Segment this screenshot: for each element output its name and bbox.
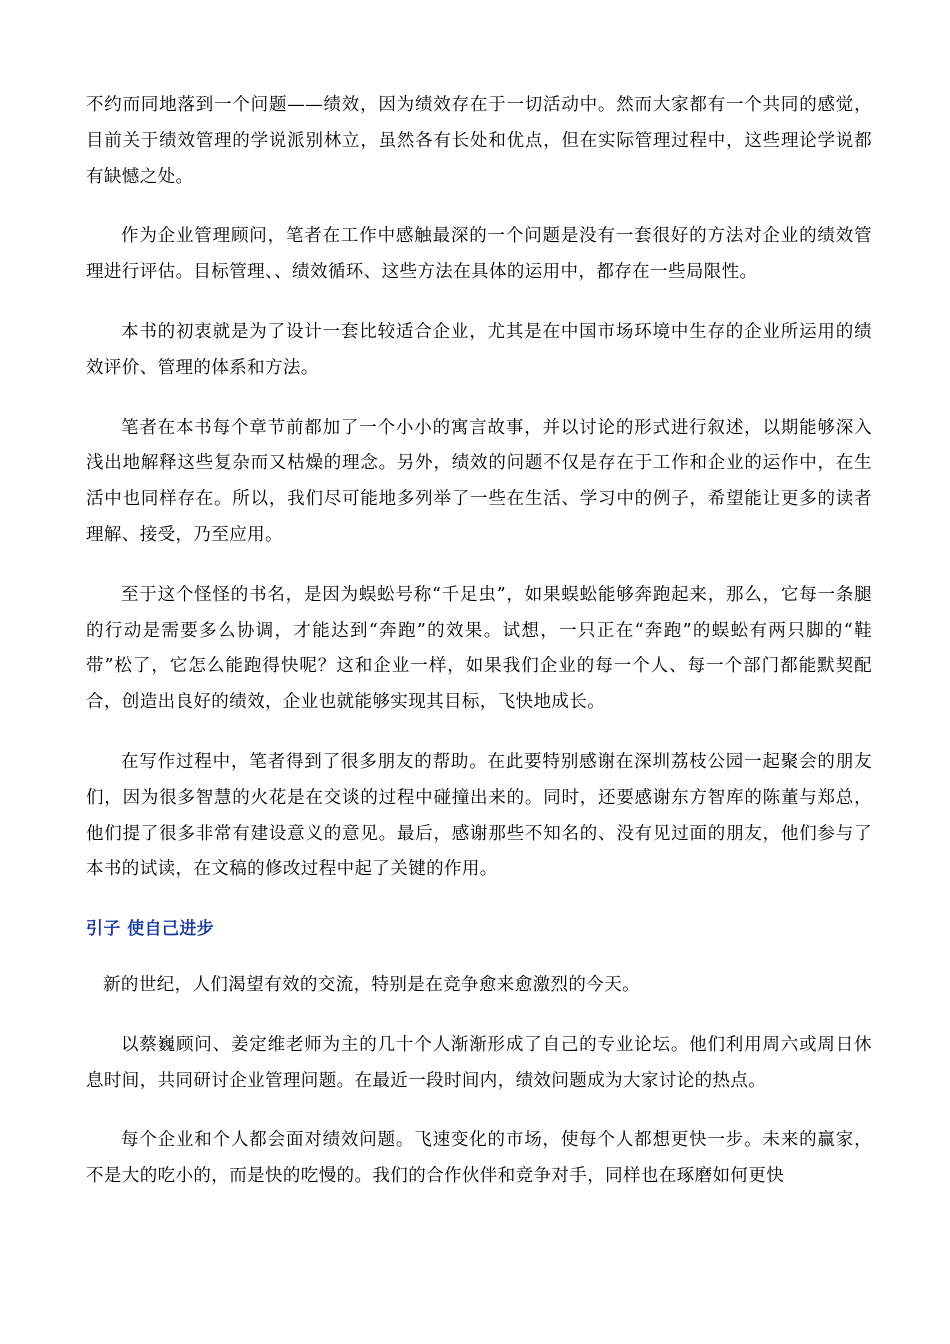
paragraph-new-century: 新的世纪，人们渴望有效的交流，特别是在竞争愈来愈激烈的今天。 (103, 974, 640, 995)
paragraph-consultant-experience: 作为企业管理顾问，笔者在工作中感触最深的一个问题是没有一套很好的方法对企业的绩效管理进行评估。目标管理、、绩效循环、这些方法在具体的运用中，都存在一些局限性。 (86, 226, 872, 283)
paragraph-book-purpose: 本书的初衷就是为了设计一套比较适合企业，尤其是在中国市场环境中生存的企业所运用的绩效评价、管理的体系和方法。 (86, 321, 872, 378)
paragraph-acknowledgements: 在写作过程中，笔者得到了很多朋友的帮助。在此要特别感谢在深圳荔枝公园一起聚会的朋友们，因为很多智慧的火花是在交谈的过程中碰撞出来的。同时，还要感谢东方智库的陈董与郑总，他们提了很多非常有建设意义的意见。最后，感谢那些不知名的、没有见过面的朋友，他们参与了本书的试读，在文稿的修改过程中起了关键的作用。 (86, 751, 872, 880)
document-page (86, 88, 872, 1219)
paragraph-forum: 以蔡巍顾问、姜定维老师为主的几十个人渐渐形成了自己的专业论坛。他们利用周六或周日休息时间，共同研讨企业管理问题。在最近一段时间内，绩效问题成为大家讨论的热点。 (86, 1034, 872, 1091)
paragraph-performance-issue: 每个企业和个人都会面对绩效问题。飞速变化的市场，使每个人都想更快一步。未来的赢家，不是大的吃小的，而是快的吃慢的。我们的合作伙伴和竞争对手，同样也在琢磨如何更快 (86, 1130, 872, 1187)
paragraph-fable-stories: 笔者在本书每个章节前都加了一个小小的寓言故事，并以讨论的形式进行叙述，以期能够深入浅出地解释这些复杂而又枯燥的理念。另外，绩效的问题不仅是存在于工作和企业的运作中，在生活中也同样存在。所以，我们尽可能地多列举了一些在生活、学习中的例子，希望能让更多的读者理解、接受，乃至应用。 (86, 417, 872, 545)
paragraph-book-title-explanation: 至于这个怪怪的书名，是因为蜈蚣号称“千足虫”，如果蜈蚣能够奔跑起来，那么，它每一条腿的行动是需要多么协调，才能达到“奔跑”的效果。试想，一只正在“奔跑”的蜈蚣有两只脚的“鞋带”松了，它怎么能跑得快呢？这和企业一样，如果我们企业的每一个人、每一个部门都能默契配合，创造出良好的绩效，企业也就能够实现其目标，飞快地成长。 (86, 584, 872, 713)
paragraph-intro-continuation: 不约而同地落到一个问题——绩效，因为绩效存在于一切活动中。然而大家都有一个共同的感觉，目前关于绩效管理的学说派别林立，虽然各有长处和优点，但在实际管理过程中，这些理论学说都有缺憾之处。 (86, 95, 872, 187)
section-heading: 引子 使自己进步 (86, 919, 215, 940)
